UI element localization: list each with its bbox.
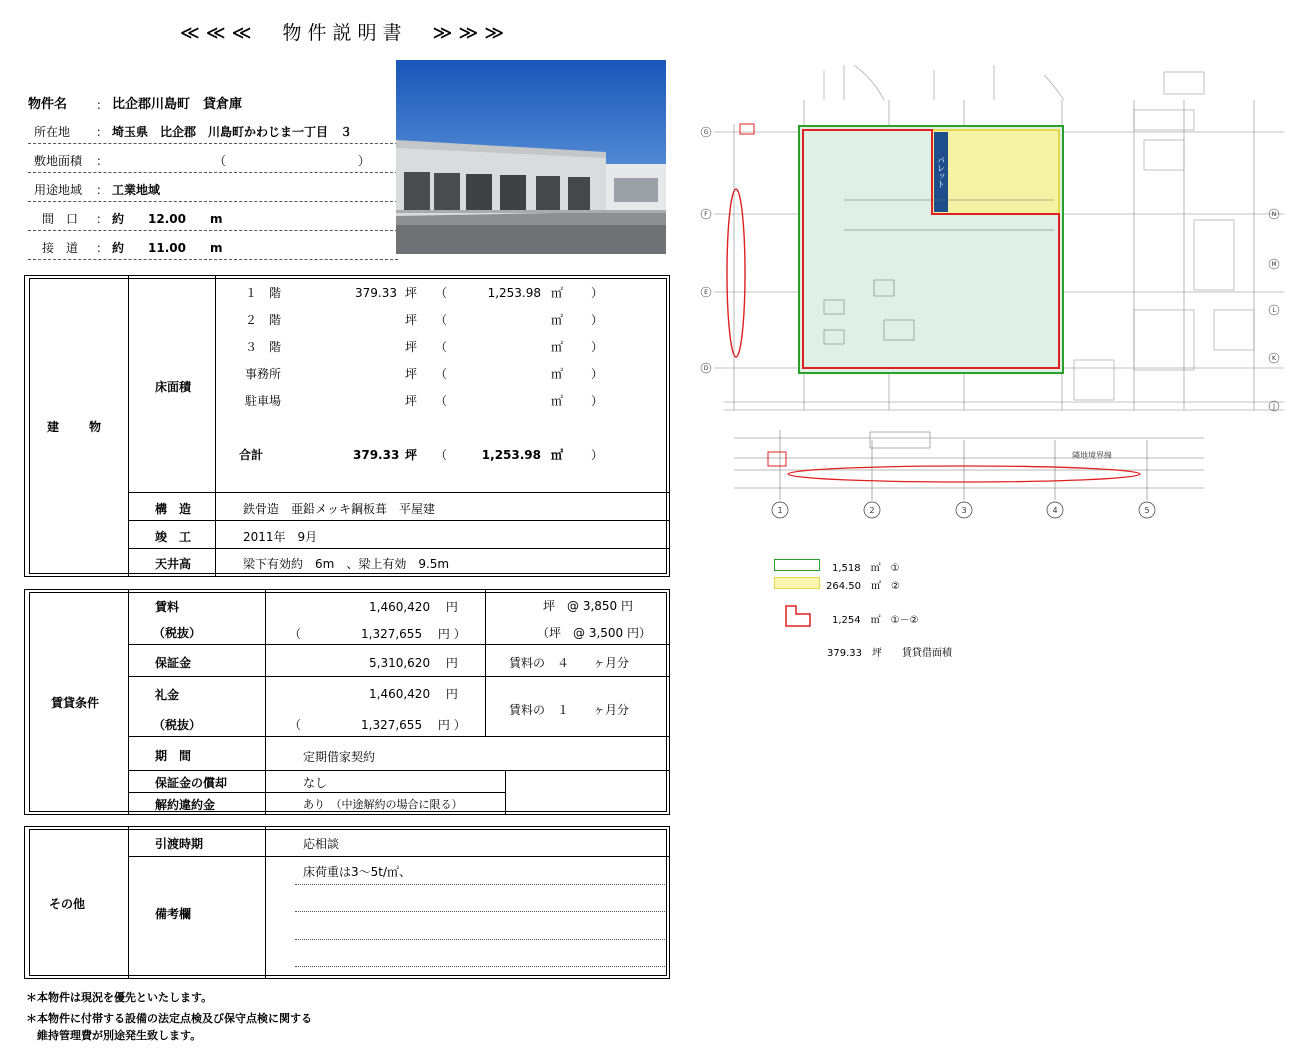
rent-ex-label: （税抜） xyxy=(153,626,202,640)
row-label-m: M xyxy=(1271,261,1277,268)
paren-close: ） xyxy=(591,394,604,408)
term-label: 期 間 xyxy=(155,749,192,763)
term-value: 定期借家契約 xyxy=(303,750,376,764)
paren-close: ） xyxy=(591,340,604,354)
warehouse-photo xyxy=(396,60,666,254)
paren-open: （ xyxy=(435,340,448,354)
address-label: 所在地 xyxy=(34,125,71,139)
floor-sqm xyxy=(481,392,541,410)
deposit-label: 保証金 xyxy=(155,656,192,670)
note-2: ＊本物件に付帯する設備の法定点検及び保守点検に関する xyxy=(26,1012,312,1025)
other-table xyxy=(24,826,670,979)
legend-swatch-green xyxy=(774,559,820,571)
colon: ： xyxy=(96,154,109,168)
floor-plan-drawing xyxy=(694,60,1294,530)
column-label-4: 4 xyxy=(1052,506,1058,515)
column-label-3: 3 xyxy=(961,506,967,515)
lease-section-label: 賃貸条件 xyxy=(51,696,100,710)
rent-value: 1,460,420 円 xyxy=(369,600,458,614)
paren-close: ） xyxy=(591,367,604,381)
paren-open: （ xyxy=(435,367,448,381)
floor-sqm-unit: ㎡ xyxy=(551,367,564,381)
legend-swatch-yellow xyxy=(774,577,820,589)
floor-name: 駐車場 xyxy=(245,394,282,408)
zoning-row xyxy=(28,179,398,202)
ceiling-value: 梁下有効約 6m 、梁上有効 9.5m xyxy=(243,557,450,571)
floor-name: ３ 階 xyxy=(245,340,282,354)
site-area-value: （ ） xyxy=(214,154,371,168)
legend-swatch-red xyxy=(784,604,812,628)
floor-name: 事務所 xyxy=(245,367,282,381)
penalty-value: あり （中途解約の場合に限る） xyxy=(303,798,463,811)
row-label-k: K xyxy=(1272,355,1276,362)
row-label-d: D xyxy=(703,365,709,372)
floor-name: ２ 階 xyxy=(245,313,282,327)
paren-open: （ xyxy=(435,448,448,462)
note-1: ＊本物件は現況を優先といたします。 xyxy=(26,991,213,1004)
floor-tsubo-unit: 坪 xyxy=(405,340,418,354)
structure-label: 構 造 xyxy=(155,502,192,516)
key-money-note: 賃料の １ ヶ月分 xyxy=(509,703,630,717)
road-row xyxy=(28,237,398,260)
site-area-label: 敷地面積 xyxy=(34,154,83,168)
address-row xyxy=(28,121,398,144)
floor-tsubo-unit: 坪 xyxy=(405,394,418,408)
key-money-ex-label: （税抜） xyxy=(153,718,202,732)
road-label: 接 道 xyxy=(42,241,79,255)
paren-open: （ xyxy=(435,394,448,408)
ceiling-label: 天井高 xyxy=(155,557,192,571)
amortization-value: なし xyxy=(303,776,328,790)
floor-tsubo xyxy=(353,311,397,329)
floor-name: １ 階 xyxy=(245,286,282,300)
row-label-n: N xyxy=(1271,211,1277,218)
floor-name: 合計 xyxy=(239,448,264,462)
address-value: 埼玉県 比企郡 川島町かわじま一丁目 ３ xyxy=(112,125,353,139)
road-value: 約 11.00 m xyxy=(112,241,223,255)
colon: ： xyxy=(96,125,109,139)
legend-green-value: 1,518 ㎡ ① xyxy=(832,563,900,574)
floor-tsubo xyxy=(353,392,397,410)
structure-value: 鉄骨造 亜鉛メッキ鋼板葺 平屋建 xyxy=(243,502,436,516)
zoning-value: 工業地域 xyxy=(112,183,161,197)
pallet-label: パレット xyxy=(936,156,946,188)
floor-tsubo-unit: 坪 xyxy=(405,286,418,300)
frontage-label: 間 口 xyxy=(42,212,79,226)
document-title: ≪≪≪ 物件説明書 ≫≫≫ xyxy=(179,22,511,44)
column-label-1: 1 xyxy=(777,506,783,515)
property-name-row xyxy=(28,94,398,116)
lease-table xyxy=(24,589,670,815)
paren-close: ） xyxy=(591,448,604,462)
rent-label: 賃料 xyxy=(155,600,180,614)
floor-sqm-unit: ㎡ xyxy=(551,448,564,462)
deposit-note: 賃料の ４ ヶ月分 xyxy=(509,656,630,670)
building-section-label: 建 物 xyxy=(47,420,104,434)
key-money-label: 礼金 xyxy=(155,688,180,702)
floor-tsubo-unit: 坪 xyxy=(405,313,418,327)
row-label-e: E xyxy=(704,289,708,296)
floor-sqm-unit: ㎡ xyxy=(551,340,564,354)
floor-tsubo-unit: 坪 xyxy=(405,367,418,381)
column-label-2: 2 xyxy=(869,506,875,515)
paren-open: （ xyxy=(435,313,448,327)
frontage-value: 約 12.00 m xyxy=(112,212,223,226)
floor-sqm xyxy=(481,338,541,356)
floor-tsubo: 379.33 xyxy=(353,448,400,462)
frontage-row xyxy=(28,208,398,231)
rent-per-tsubo: 坪 @ 3,850 円 xyxy=(543,599,633,613)
key-money-ex-value: （ 1,327,655 円 ） xyxy=(289,718,466,732)
completed-value: 2011年 9月 xyxy=(243,530,318,544)
colon: ： xyxy=(96,183,109,197)
rent-ex-per-tsubo: （坪 @ 3,500 円） xyxy=(537,626,651,640)
property-name-value: 比企郡川島町 貸倉庫 xyxy=(112,97,243,112)
key-money-value: 1,460,420 円 xyxy=(369,687,458,701)
floor-sqm xyxy=(481,365,541,383)
floor-sqm: 1,253.98 xyxy=(481,448,541,462)
floor-sqm-unit: ㎡ xyxy=(551,394,564,408)
amortization-label: 保証金の償却 xyxy=(155,776,228,790)
rent-ex-value: （ 1,327,655 円 ） xyxy=(289,627,466,641)
floor-tsubo xyxy=(353,338,397,356)
row-label-l: L xyxy=(1272,307,1276,314)
floor-sqm-unit: ㎡ xyxy=(551,286,564,300)
site-area-row xyxy=(28,150,398,173)
legend-red-value: 1,254 ㎡ ①－② xyxy=(832,615,919,626)
floor-sqm: 1,253.98 xyxy=(487,286,541,300)
boundary-label: 隣地境界線 xyxy=(1072,451,1112,460)
colon: ： xyxy=(96,212,109,226)
row-label-g: G xyxy=(703,129,709,136)
zoning-label: 用途地域 xyxy=(34,183,83,197)
floor-tsubo xyxy=(353,365,397,383)
paren-close: ） xyxy=(591,313,604,327)
handover-label: 引渡時期 xyxy=(155,837,204,851)
colon: ： xyxy=(96,241,109,255)
handover-value: 応相談 xyxy=(303,837,340,851)
note-3: 維持管理費が別途発生致します。 xyxy=(26,1029,202,1042)
column-label-5: 5 xyxy=(1144,506,1150,515)
penalty-label: 解約違約金 xyxy=(155,798,216,812)
remarks-value: 床荷重は3～5t/㎡、 xyxy=(303,865,412,879)
building-table xyxy=(24,275,670,577)
floor-sqm xyxy=(481,311,541,329)
legend-yellow-value: 264.50 ㎡ ② xyxy=(826,581,900,592)
row-label-j: J xyxy=(1273,403,1275,410)
floor-sqm-unit: ㎡ xyxy=(551,313,564,327)
row-label-f: F xyxy=(704,211,708,218)
legend-summary: 379.33 坪 賃貸借面積 xyxy=(827,648,952,659)
paren-open: （ xyxy=(435,286,448,300)
completed-label: 竣 工 xyxy=(155,530,192,544)
remarks-label: 備考欄 xyxy=(155,907,192,921)
floor-area-label: 床面積 xyxy=(155,380,192,394)
deposit-value: 5,310,620 円 xyxy=(369,656,458,670)
colon: ： xyxy=(96,98,109,112)
floor-plan xyxy=(694,60,1294,530)
property-name-label: 物件名 xyxy=(28,97,68,112)
floor-tsubo-unit: 坪 xyxy=(405,448,418,462)
paren-close: ） xyxy=(591,286,604,300)
other-section-label: その他 xyxy=(49,897,86,911)
floor-tsubo: 379.33 xyxy=(355,286,397,300)
